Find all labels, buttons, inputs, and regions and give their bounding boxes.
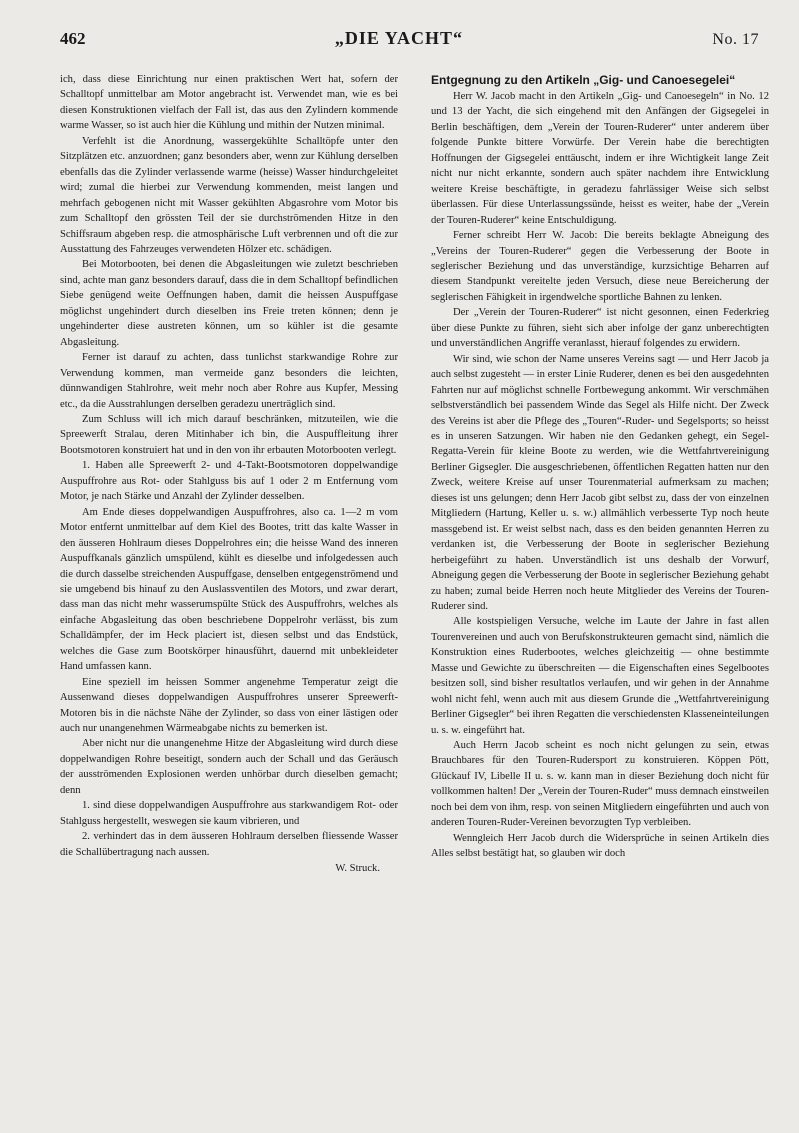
list-item: 1. sind diese doppelwandigen Auspuffrohre aus starkwandigem Rot- oder Stahlguss hergestellt, weswegen sie kaum vibrieren, und <box>60 800 398 827</box>
paragraph: Bei Motorbooten, bei denen die Abgasleitungen wie zuletzt beschrieben sind, achte man ganz besonders darauf, dass die in dem Schalltopf befindlichen Siebe genügend weite Oeffnungen haben, damit die heissen Auspuffgase möglichst ungehindert durch dieselben ins Freie treten können; denn je ungehinderter diese austreten können, um so kühler ist die gesamte Abgasleitung. <box>60 259 398 348</box>
journal-title: „DIE YACHT“ <box>334 28 464 48</box>
right-column <box>431 72 769 1112</box>
author-signature: W. Struck. <box>335 863 380 875</box>
paragraph: ich, dass diese Einrichtung nur einen praktischen Wert hat, sofern der Schalltopf unmittelbar am Motor angebracht ist. Verwendet man, wie es bei diesen Konstruktionen vielfach der Fall ist, das aus den Zylindern kommende warme Wasser, so ist auch hier die Kühlung und mithin der Nutzen minimal. <box>60 74 398 132</box>
page-number: 462 <box>60 29 86 48</box>
paragraph: Zum Schluss will ich mich darauf beschränken, mitzuteilen, wie die Spreewerft Stralau, deren Mitinhaber ich bin, die Auspuffleitung ihrer Bootsmotoren konstruiert hat und in den von ihr erbauten Motorbooten verlegt. <box>60 413 398 456</box>
article-heading: Entgegnung zu den Artikeln „Gig- und Canoesegelei“ <box>431 73 736 87</box>
paragraph: Verfehlt ist die Anordnung, wassergekühlte Schalltöpfe unter den Sitzplätzen etc. anzuordnen; ganz besonders aber, wenn zur Kühlung derselben ebenfalls das die Zylinder verlassende warme (heisse) Wasser hindurchgeleitet wird; zumal die hierbei zur Verwendung kommenden, meist langen und mehrfach gebogenen nicht mit Wasser gekühlten Abgasrohre vom Motor bis zum Schalltopf den grössten Teil der sie durchströmenden Hitze in den Schiffsraum abgeben resp. die atmosphärische Luft verbrennen und oft die zur Ausstattung des Fahrzeuges verwendeten Hölzer etc. schädigen. <box>60 135 398 255</box>
paragraph: Der „Verein der Touren-Ruderer“ ist nicht gesonnen, einen Federkrieg über diese Punkte zu führen, sieht sich aber infolge der ganz unberechtigten und unverständlichen Angriffe veranlasst, hierauf folgendes zu erwidern. <box>431 307 769 350</box>
left-column <box>60 72 398 1112</box>
paragraph: Alle kostspieligen Versuche, welche im Laute der Jahre in fast allen Tourenvereinen und auch von Berufskonstrukteuren gemacht sind, nämlich die Konstruktion eines Ruderbootes, welches gleichzeitig — ohne bestimmte Masse und Gewichte zu überschreiten — die Eigenschaften eines Segelbootes besitzen soll, sind bisher resultatlos verlaufen, und wir gehen in der Annahme wohl nicht fehl, wenn auch mit aus diesem Grunde die „Wettfahrtvereinigung Berliner Gigsegler“ bei ihren Regatten die verschiedensten Klasseneinteilungen u. s. w. eingeführt hat. <box>431 616 769 736</box>
paragraph: Am Ende dieses doppelwandigen Auspuffrohres, also ca. 1—2 m vom Motor entfernt unmittelbar auf dem Kiel des Bootes, tritt das kalte Wasser in den äusseren Hohlraum dieses Doppelrohres ein; die heisse Wand des inneren Auspuffkanals gänzlich umspülend, kühlt es dieselbe und infolgedessen auch die durch dasselbe streichenden Auspuffgase, denselben entgegenströmend und sie umgebend bis hinauf zu den Auslassventilen des Motors, und zwar derart, dass man das nicht mehr wasserumspülte Stück des Auspuffrohrs, welches als einfache Abgasleitung das oben beschriebene Doppelrohr verlässt, bis zum Schalldämpfer, der im Heck placiert ist, diesen selbst und das Endstück, welches die Gase zum Bootskörper hinausführt, dauernd mit unbekleideter Hand umfassen kann. <box>60 506 398 673</box>
text-columns <box>60 72 769 1112</box>
paragraph: Ferner ist darauf zu achten, dass tunlichst starkwandige Rohre zur Verwendung kommen, man vermeide ganz besonders die leichten, dünnwandigen Stahlrohre, weit mehr noch aber Rohre aus Kupfer, Messing etc., da die Ausstrahlungen derselben geradezu unerträglich sind. <box>60 352 398 410</box>
paragraph: Herr W. Jacob macht in den Artikeln „Gig- und Canoesegeln“ in No. 12 und 13 der Yacht, die sich eingehend mit den Anfängen der Gigsegelei in Berlin beschäftigen, dem „Verein der Touren-Ruderer“ unter anderem über folgende Punkte bittere Vorwürfe. Der Verein habe die berechtigten Hoffnungen der Gigsegelei enttäuscht, indem er ihre Wichtigkeit lange Zeit nicht nur nicht erkannte, sondern auch später nachdem ihre Entwicklung weitere Kreise beschäftigte, in geradezu fahrlässiger Weise sich selbst überlassen. Für diese Unterlassungssünde, heisst es weiter, habe der „Verein der Touren-Ruderer“ keine Entschuldigung. <box>431 91 769 226</box>
paragraph: Eine speziell im heissen Sommer angenehme Temperatur zeigt die Aussenwand dieses doppelwandigen Auspuffrohres unserer Spreewerft-Motoren bis in die nächste Nähe der Zylinder, so dass von einer lästigen oder auch nur unangenehmen Wärmeabgabe nichts zu bemerken ist. <box>60 676 398 735</box>
paragraph: Wir sind, wie schon der Name unseres Vereins sagt — und Herr Jacob ja auch selbst zugesteht — in erster Linie Ruderer, denen es bei den ausgedehnten Fahrten nur auf möglichst schnelle Fortbewegung ankommt. Wir verschmähen selbstverständlich bei passendem Winde das Segel als Hilfe nicht. Der Zweck des Vereins ist aber die Pflege des „Touren“-Ruder- und Segelsports; so heisst es in unseren Satzungen. Wir haben nie den Gedanken gehegt, ein Segel-Regatta-Verein für kleine Boote zu werden, wie die Wettfahrtvereinigung Berliner Gigsegler. Die ausgeschriebenen, öffentlichen Regatten hatten nur den Zweck, weitere Kreise auf unser Tourenmaterial aufmerksam zu machen; dieses ist uns gelungen; denn Herr Jacob gibt selbst zu, dass der von einzelnen Mitgliedern (Hartung, Keller u. s. w.) allmählich verbesserte Typ noch heute massgebend ist. Er weist selbst nach, dass es den beiden genannten Herren zu verdanken ist, die Verbesserung der Boote in seglerischer Beziehung herbeigeführt zu haben. Unverständlich ist uns deshalb der Vorwurf, Abneigung gegen die Verbesserung der Boote in seglerischer Beziehung gehabt zu haben; zumal beide Herren noch heute Mitglieder des Vereins der Touren-Ruderer sind. <box>431 353 769 612</box>
paragraph: Wennglеich Herr Jacob durch die Widersprüche in seinen Artikeln dies Alles selbst bestätigt hat, so glauben wir doch <box>431 832 769 860</box>
paragraph: 1. Haben alle Spreewerft 2- und 4-Takt-Bootsmotoren doppelwandige Auspuffrohre aus Rot- oder Stahlguss bis auf 1 oder 2 m Entfernung vom Motor, je nach Stärke und Anzahl der Zylinder desselben. <box>60 460 398 503</box>
paragraph: Auch Herrn Jacob scheint es noch nicht gelungen zu sein, etwas Brauchbares für den Touren-Rudersport zu konstruieren. Köppen Pött, Glückauf IV, Libelle II u. s. w. kann man in dieser Beziehung doch nicht für vollkommen halten! Der „Verein der Touren-Ruder“ muss demnach einstweilen noch bei dem von ihm, resp. von seinen Mitgliedern eingeführten und auch von anderen Touren-Ruder-Vereinen bevorzugten Typ verbleiben. <box>431 740 769 829</box>
paragraph: Ferner schreibt Herr W. Jacob: Die bereits beklagte Abneigung des „Vereins der Touren-Ruderer“ gegen die Verbesserung der Boote in seglerischer Beziehung und das unverständige, kurzsichtige Beharren auf diesem Standpunkt vereitelte jeden Versuch, diese neue Bereicherung der seglerischen Fähigkeit in irgendwelche sportliche Bahnen zu lenken. <box>431 230 769 303</box>
list-item: 2. verhindert das in dem äusseren Hohlraum derselben fliessende Wasser die Schallübertragung nach aussen. <box>60 831 398 858</box>
page-header <box>60 28 759 54</box>
paragraph: Aber nicht nur die unangenehme Hitze der Abgasleitung wird durch diese doppelwandigen Rohre beseitigt, sondern auch der Schall und das Geräusch der ausströmenden Explosionen werden unhörbar durch dieselben gemacht; denn <box>60 738 398 796</box>
issue-number: No. 17 <box>712 31 759 48</box>
